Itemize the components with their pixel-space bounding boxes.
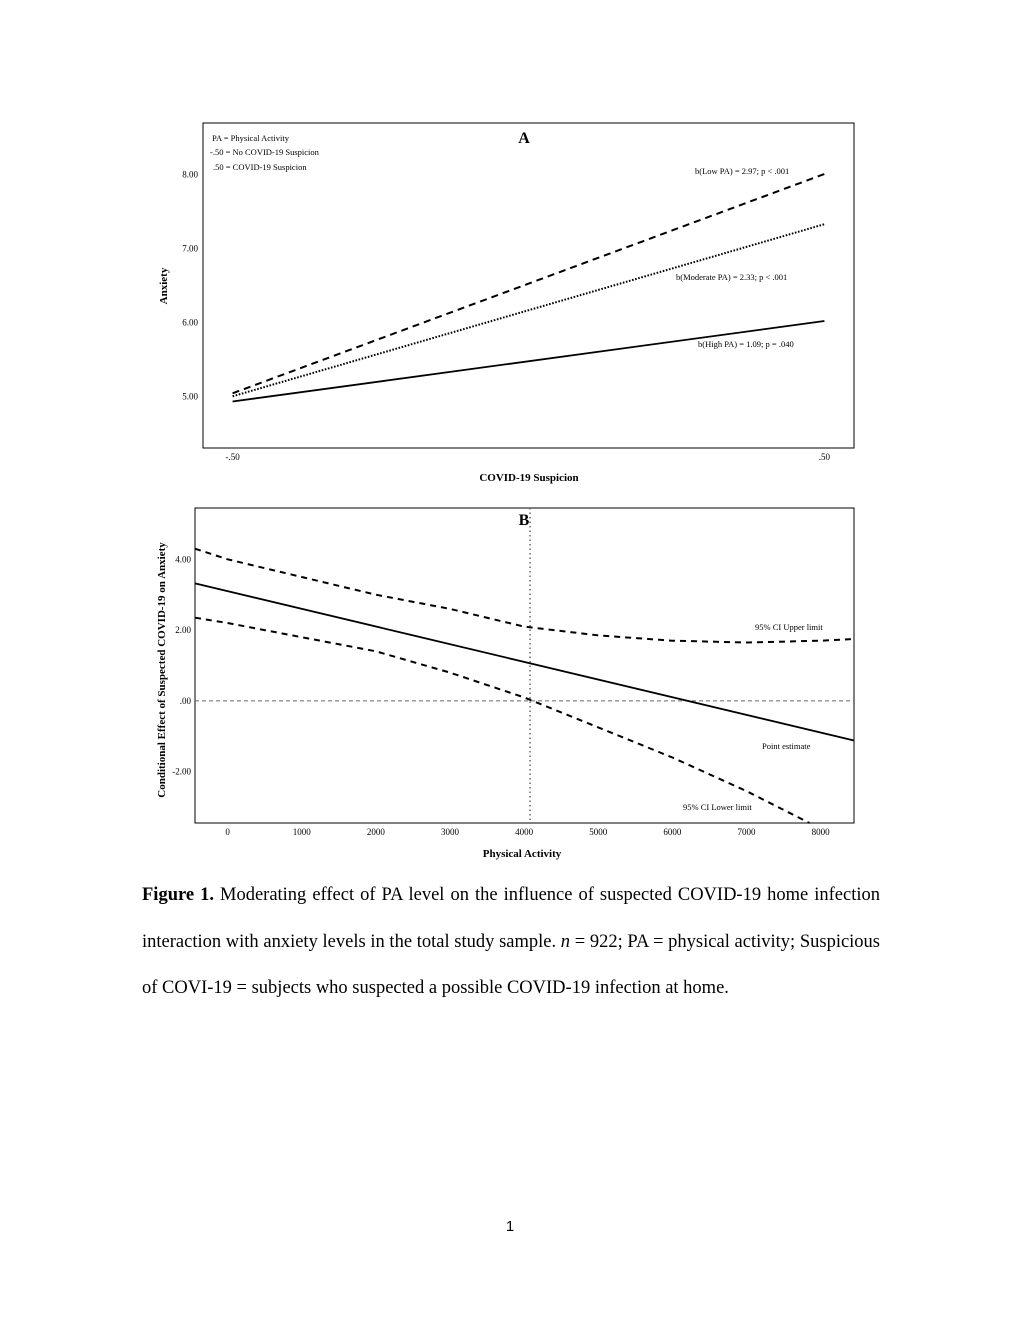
x-tick-label: 6000 (663, 827, 682, 837)
y-tick-label: 7.00 (182, 243, 198, 254)
figure-caption (142, 872, 880, 1012)
panel-a-y-title: Anxiety (158, 267, 170, 305)
x-tick-label: 1000 (292, 827, 311, 837)
x-tick-label: 4000 (515, 827, 534, 837)
panel-a (158, 123, 854, 484)
y-tick-label: 5.00 (182, 391, 198, 402)
label-moderate-pa: b(Moderate PA) = 2.33; p < .001 (676, 272, 788, 282)
x-tick-label: 0 (225, 827, 230, 837)
label-low-pa: b(Low PA) = 2.97; p < .001 (695, 166, 790, 176)
page-number: 1 (505, 1218, 515, 1235)
panel-b-frame (195, 508, 854, 823)
caption-text-1: Moderating effect of PA level on the influence of suspected COVID-19 home infection interaction with anxiety levels in the total study sample. (142, 885, 880, 952)
panel-b-x-axis (225, 827, 830, 837)
legend-line-2: -.50 = No COVID-19 Suspicion (210, 147, 319, 157)
x-tick-label: 2000 (366, 827, 385, 837)
y-tick-label: .00 (179, 695, 191, 706)
panel-b-title: B (518, 512, 530, 529)
panel-a-x-axis (225, 452, 830, 462)
panel-b-x-title: Physical Activity (482, 848, 562, 860)
series-line-point-estimate (195, 583, 854, 740)
legend-line-3: .50 = COVID-19 Suspicion (213, 162, 307, 172)
panel-a-legend (210, 133, 320, 172)
panel-b-series (195, 549, 854, 823)
y-tick-label: -2.00 (172, 766, 191, 777)
panel-b-reference-lines (195, 508, 854, 823)
panel-a-title: A (518, 130, 530, 147)
x-tick-label: 8000 (811, 827, 830, 837)
y-tick-label: 4.00 (175, 554, 191, 565)
panel-b-y-axis (172, 554, 191, 776)
y-tick-label: 6.00 (182, 317, 198, 328)
x-tick-label: 3000 (441, 827, 460, 837)
panel-a-x-title: COVID-19 Suspicion (479, 472, 579, 484)
label-ci-lower: 95% CI Lower limit (683, 802, 752, 812)
panel-b (156, 508, 854, 860)
series-line-high-pa (233, 321, 825, 402)
panel-a-series-labels (676, 166, 794, 349)
series-line-moderate-pa (233, 224, 825, 396)
label-ci-upper: 95% CI Upper limit (755, 622, 823, 632)
legend-line-1: PA = Physical Activity (212, 133, 289, 143)
panel-a-series (233, 174, 825, 402)
panel-b-y-title: Conditional Effect of Suspected COVID-19 on Anxiety (156, 542, 168, 798)
x-tick-label: 5000 (589, 827, 608, 837)
x-tick-label: -.50 (225, 452, 240, 462)
y-tick-label: 8.00 (182, 169, 198, 180)
panel-a-y-axis (182, 170, 198, 402)
label-high-pa: b(High PA) = 1.09; p = .040 (698, 339, 794, 349)
series-line-95-ci-lower-limit (195, 618, 810, 823)
caption-n-symbol: n (560, 931, 571, 952)
x-tick-label: .50 (818, 452, 831, 462)
caption-text-2: = 922; PA = physical activity; Suspicious of COVI-19 = subjects who suspected a possible COVID-19 infection at home. (142, 931, 881, 998)
label-point-estimate: Point estimate (762, 741, 811, 751)
x-tick-label: 7000 (737, 827, 756, 837)
y-tick-label: 2.00 (175, 625, 191, 636)
caption-label: Figure 1. (142, 885, 214, 905)
